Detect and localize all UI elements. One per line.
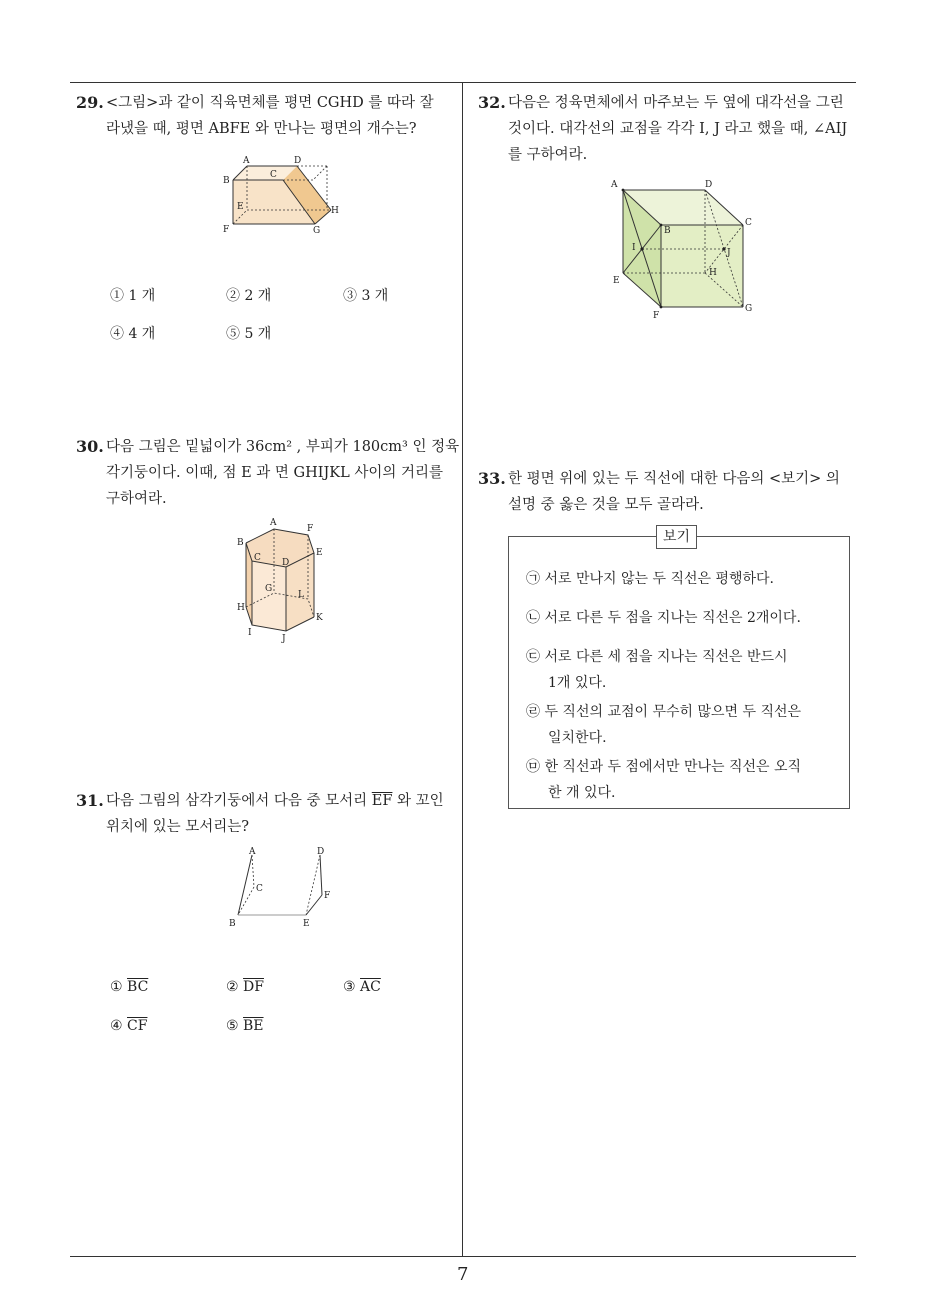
- question-number: 31.: [76, 791, 104, 810]
- option-2[interactable]: [226, 979, 264, 995]
- vertex-label: J: [727, 248, 731, 258]
- question-line: 것이다. 대각선의 교점을 각각 I, J 라고 했을 때, ∠AIJ: [508, 121, 848, 137]
- question-text: [106, 788, 466, 840]
- option-5[interactable]: ⑤ 5 개: [226, 326, 272, 342]
- vertex-label: H: [237, 603, 245, 613]
- question-text: [106, 90, 466, 142]
- vertex-label: F: [223, 225, 230, 235]
- bottom-rule: [70, 1256, 856, 1257]
- question-line: 를 구하여라.: [508, 147, 588, 163]
- option-mark: ①: [110, 979, 123, 995]
- option-4[interactable]: [110, 1018, 147, 1034]
- question-line: 한 평면 위에 있는 두 직선에 대한 다음의 <보기> 의: [508, 471, 840, 487]
- example-item: ㉤ 한 직선과 두 점에서만 만나는 직선은 오직: [526, 759, 802, 775]
- cuboid-figure: [215, 152, 345, 242]
- vertex-label: I: [632, 243, 636, 253]
- option-mark: ④: [110, 1018, 123, 1034]
- column-divider: [462, 82, 463, 1257]
- question-number: 32.: [478, 93, 506, 112]
- question-line: 위치에 있는 모서리는?: [106, 819, 250, 835]
- cube-figure: [605, 175, 765, 325]
- vertex-label: F: [307, 524, 314, 534]
- vertex-label: D: [705, 180, 713, 190]
- vertex-label: I: [248, 628, 252, 638]
- option-5[interactable]: [226, 1018, 264, 1034]
- example-item: ㉡ 서로 다른 두 점을 지나는 직선은 2개이다.: [526, 610, 801, 626]
- question-line: <그림>과 같이 직육면체를 평면 CGHD 를 따라 잘: [106, 95, 434, 111]
- question-number: 29.: [76, 93, 104, 112]
- triangular-prism-figure: [222, 845, 342, 933]
- vertex-label: E: [237, 202, 244, 212]
- question-line: 구하여라.: [106, 491, 167, 507]
- vertex-label: A: [611, 180, 618, 190]
- vertex-label: H: [709, 268, 717, 278]
- vertex-label: L: [298, 590, 304, 600]
- option-3[interactable]: ③ 3 개: [343, 288, 389, 304]
- option-segment: $\overline{BE}$: [243, 1018, 264, 1034]
- vertex-label: F: [653, 311, 660, 321]
- question-number: 30.: [76, 437, 104, 456]
- vertex-label: B: [664, 226, 671, 236]
- question-line: 다음은 정육면체에서 마주보는 두 옆에 대각선을 그린: [508, 95, 844, 111]
- vertex-label: E: [303, 919, 310, 929]
- question-text: [508, 466, 868, 518]
- question-line: [106, 788, 466, 814]
- question-line: 각기둥이다. 이때, 점 E 과 면 GHIJKL 사이의 거리를: [106, 465, 444, 481]
- question-line: 라냈을 때, 평면 ABFE 와 만나는 평면의 개수는?: [106, 121, 417, 137]
- vertex-label: C: [254, 553, 261, 563]
- top-rule: [70, 82, 856, 83]
- example-item: ㉣ 두 직선의 교점이 무수히 많으면 두 직선은: [526, 704, 802, 720]
- vertex-label: G: [313, 226, 321, 236]
- option-mark: ③: [343, 979, 356, 995]
- option-segment: $\overline{AC}$: [360, 979, 381, 995]
- vertex-label: E: [316, 548, 323, 558]
- example-item: 1개 있다.: [548, 675, 607, 691]
- page-number: 7: [457, 1264, 469, 1285]
- example-item: 일치한다.: [548, 730, 607, 746]
- example-item: ㉢ 서로 다른 세 점을 지나는 직선은 반드시: [526, 649, 788, 665]
- vertex-label: J: [282, 634, 286, 644]
- edge-segment: $\overline{EF}$: [371, 793, 393, 809]
- option-segment: $\overline{CF}$: [127, 1018, 148, 1034]
- vertex-label: G: [745, 304, 753, 314]
- option-3[interactable]: [343, 979, 381, 995]
- vertex-label: A: [270, 518, 277, 528]
- example-box-title: 보기: [656, 525, 697, 549]
- option-4[interactable]: ④ 4 개: [110, 326, 156, 342]
- option-mark: ⑤: [226, 1018, 239, 1034]
- option-2[interactable]: ② 2 개: [226, 288, 272, 304]
- question-line: 다음 그림은 밑넓이가 36cm² , 부피가 180cm³ 인 정육: [106, 439, 460, 455]
- option-1[interactable]: ① 1 개: [110, 288, 156, 304]
- vertex-label: D: [294, 156, 302, 166]
- vertex-label: B: [237, 538, 244, 548]
- vertex-label: F: [324, 891, 331, 901]
- vertex-label: C: [256, 884, 263, 894]
- option-mark: ②: [226, 979, 239, 995]
- vertex-label: E: [613, 276, 620, 286]
- option-1[interactable]: [110, 979, 148, 995]
- vertex-label: C: [270, 170, 277, 180]
- vertex-label: A: [243, 156, 250, 166]
- vertex-label: H: [331, 206, 339, 216]
- vertex-label: D: [282, 558, 290, 568]
- option-segment: $\overline{DF}$: [243, 979, 264, 995]
- question-number: 33.: [478, 469, 506, 488]
- vertex-label: B: [223, 176, 230, 186]
- question-text: [106, 434, 466, 512]
- question-line: 설명 중 옳은 것을 모두 골라라.: [508, 497, 704, 513]
- vertex-label: D: [317, 847, 325, 857]
- example-item: ㉠ 서로 만나지 않는 두 직선은 평행하다.: [526, 571, 775, 587]
- vertex-label: C: [745, 218, 752, 228]
- vertex-label: A: [249, 847, 256, 857]
- vertex-label: K: [316, 613, 323, 623]
- question-line-pre: 다음 그림의 삼각기둥에서 다음 중 모서리: [106, 793, 368, 809]
- question-text: [508, 90, 868, 168]
- vertex-label: B: [229, 919, 236, 929]
- example-item: 한 개 있다.: [548, 785, 616, 801]
- vertex-label: G: [265, 584, 273, 594]
- option-segment: $\overline{BC}$: [127, 979, 149, 995]
- hexagonal-prism-figure: [230, 515, 330, 645]
- question-line-post: 와 꼬인: [397, 793, 444, 809]
